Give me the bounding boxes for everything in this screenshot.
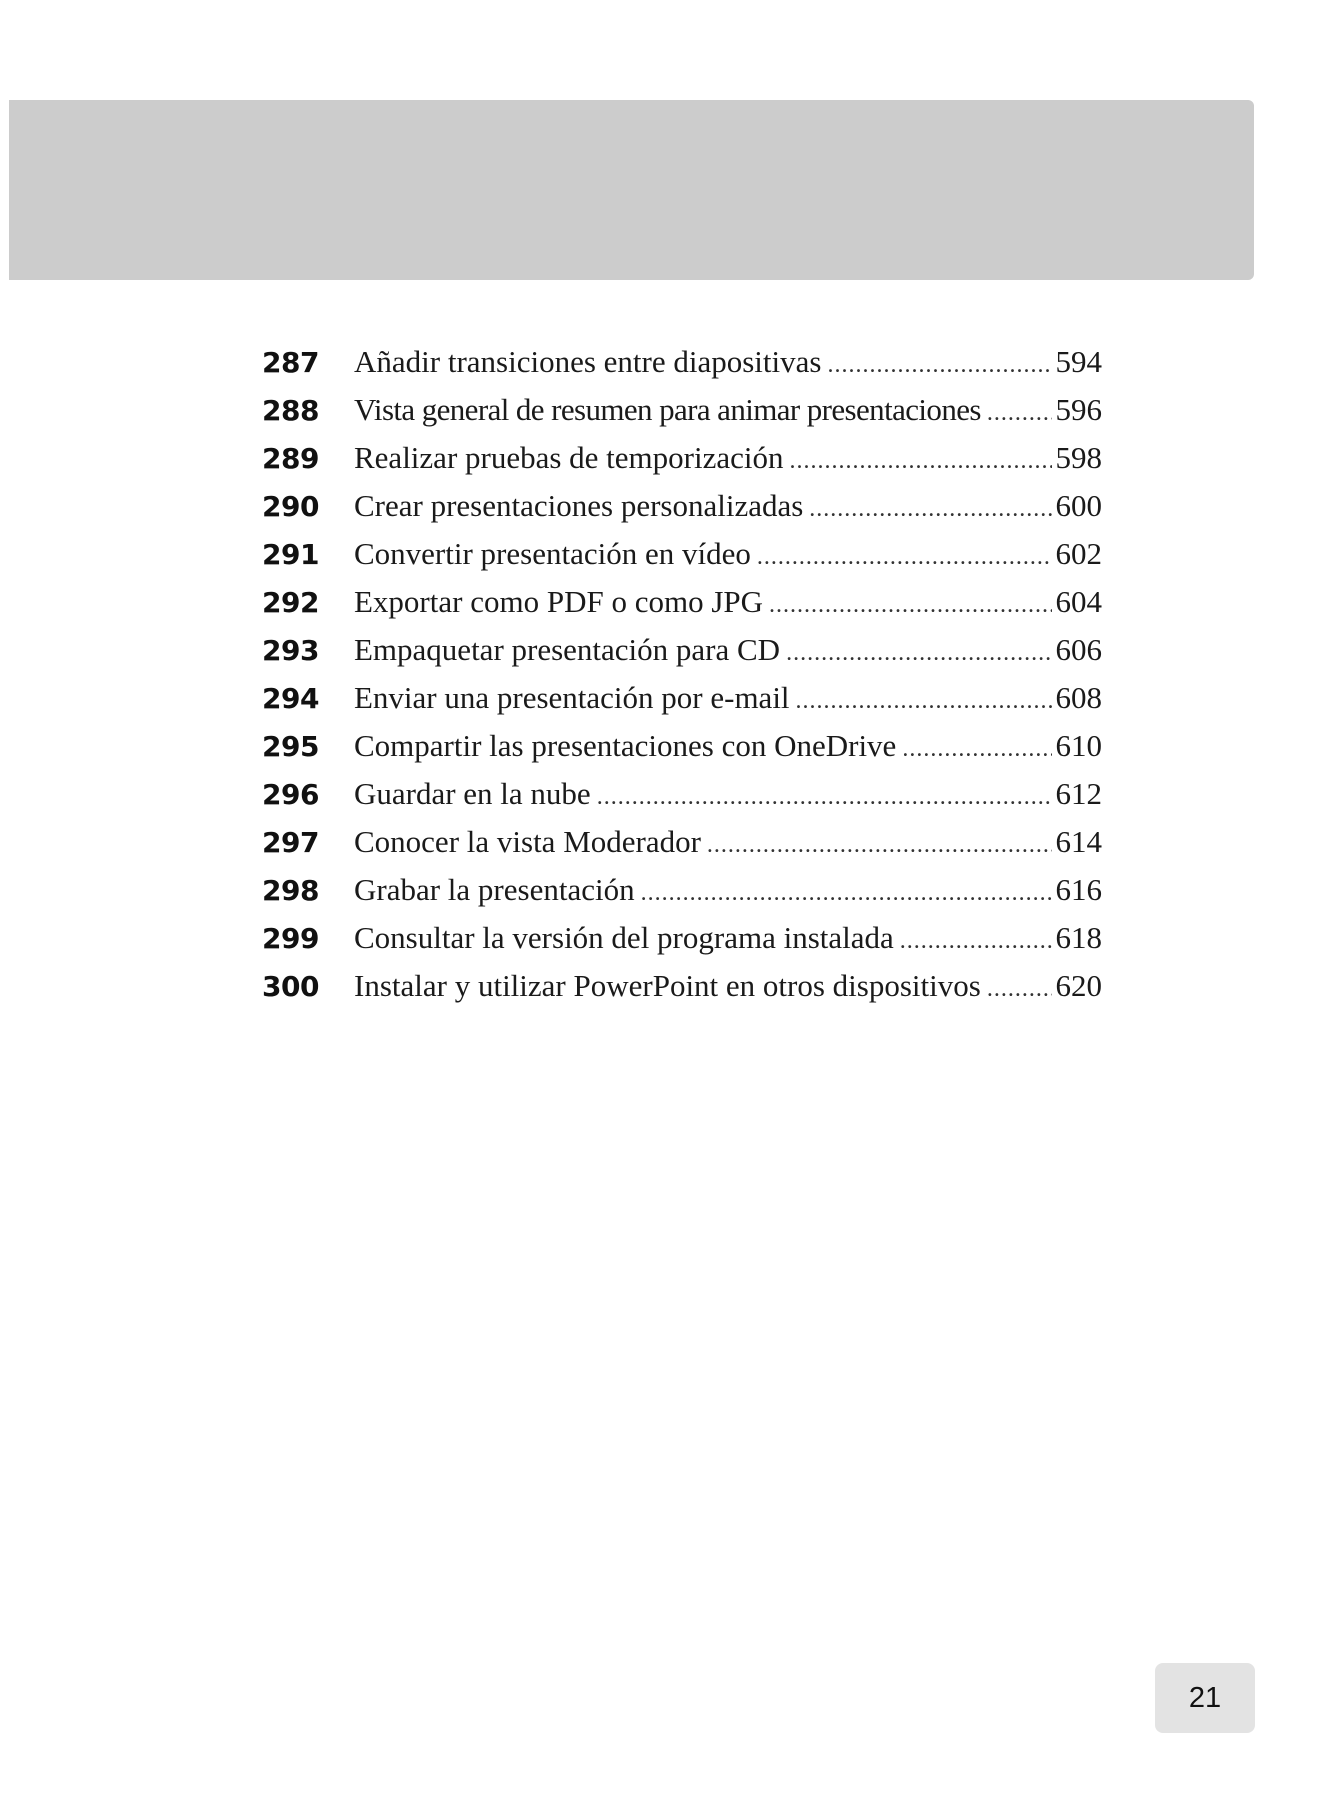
toc-entry[interactable] (262, 578, 1102, 626)
toc-entry-title: Guardar en la nube (354, 776, 591, 811)
toc-leader-dots (757, 533, 1052, 581)
toc-entry-title: Vista general de resumen para animar presentaciones (354, 392, 981, 427)
toc-entry-page: 606 (1055, 632, 1102, 667)
toc-entry-number: 290 (262, 490, 319, 523)
toc-entry-number: 288 (262, 394, 319, 427)
toc-leader-dots (900, 917, 1052, 965)
toc-leader-dots (786, 629, 1051, 677)
toc-entry-number: 294 (262, 682, 319, 715)
toc-entry-page: 594 (1055, 344, 1102, 379)
toc-entry-page: 620 (1055, 968, 1102, 1003)
toc-entry[interactable] (262, 674, 1102, 722)
toc-entry-page: 596 (1055, 392, 1102, 427)
toc-entry-title: Crear presentaciones personalizadas (354, 488, 804, 523)
toc-leader-dots (809, 485, 1051, 533)
toc-entry-page: 616 (1055, 872, 1102, 907)
toc-entry[interactable] (262, 434, 1102, 482)
toc-entry-number: 298 (262, 874, 319, 907)
toc-entry[interactable] (262, 914, 1102, 962)
toc-leader-dots (790, 437, 1052, 485)
toc-entry-title: Convertir presentación en vídeo (354, 536, 751, 571)
header-band (9, 100, 1254, 280)
toc-entry-number: 289 (262, 442, 319, 475)
toc-entry-title: Instalar y utilizar PowerPoint en otros dispositivos (354, 968, 981, 1003)
toc-entry[interactable] (262, 482, 1102, 530)
toc-entry-number: 295 (262, 730, 319, 763)
toc-entry-page: 602 (1055, 536, 1102, 571)
toc-entry-number: 300 (262, 970, 319, 1003)
toc-entry[interactable] (262, 722, 1102, 770)
toc-entry-page: 618 (1055, 920, 1102, 955)
toc-entry-title: Realizar pruebas de temporización (354, 440, 784, 475)
toc-leader-dots (641, 869, 1052, 917)
toc-entry[interactable] (262, 530, 1102, 578)
toc-entry-page: 600 (1055, 488, 1102, 523)
toc-leader-dots (987, 389, 1052, 437)
toc-entry-title: Añadir transiciones entre diapositivas (354, 344, 822, 379)
toc-entry-title: Grabar la presentación (354, 872, 635, 907)
toc-entry-title: Empaquetar presentación para CD (354, 632, 781, 667)
toc-entry[interactable] (262, 386, 1102, 434)
toc-leader-dots (827, 341, 1051, 389)
toc-entry-number: 299 (262, 922, 319, 955)
toc-entry-page: 610 (1055, 728, 1102, 763)
toc-leader-dots (902, 725, 1051, 773)
toc-entry[interactable] (262, 818, 1102, 866)
toc-entry-page: 608 (1055, 680, 1102, 715)
toc-entry-title: Compartir las presentaciones con OneDrive (354, 728, 897, 763)
toc-entry-page: 604 (1055, 584, 1102, 619)
toc-entry-title: Enviar una presentación por e-mail (354, 680, 790, 715)
toc-entry-title: Consultar la versión del programa instalada (354, 920, 894, 955)
toc-entry[interactable] (262, 338, 1102, 386)
toc-leader-dots (987, 965, 1052, 1013)
toc-entry-number: 296 (262, 778, 319, 811)
toc-leader-dots (597, 773, 1052, 821)
toc-entry[interactable] (262, 866, 1102, 914)
toc-entry[interactable] (262, 962, 1102, 1010)
toc-entry-number: 287 (262, 346, 319, 379)
toc-entry-number: 292 (262, 586, 319, 619)
table-of-contents (262, 338, 1102, 1010)
toc-entry-number: 291 (262, 538, 319, 571)
toc-entry-page: 612 (1055, 776, 1102, 811)
toc-leader-dots (796, 677, 1052, 725)
toc-leader-dots (707, 821, 1052, 869)
toc-entry-number: 297 (262, 826, 319, 859)
toc-entry[interactable] (262, 770, 1102, 818)
toc-entry[interactable] (262, 626, 1102, 674)
toc-entry-title: Exportar como PDF o como JPG (354, 584, 764, 619)
page-number: 21 (1155, 1663, 1255, 1733)
toc-entry-page: 614 (1055, 824, 1102, 859)
toc-entry-page: 598 (1055, 440, 1102, 475)
toc-entry-title: Conocer la vista Moderador (354, 824, 701, 859)
toc-entry-number: 293 (262, 634, 319, 667)
toc-leader-dots (769, 581, 1051, 629)
